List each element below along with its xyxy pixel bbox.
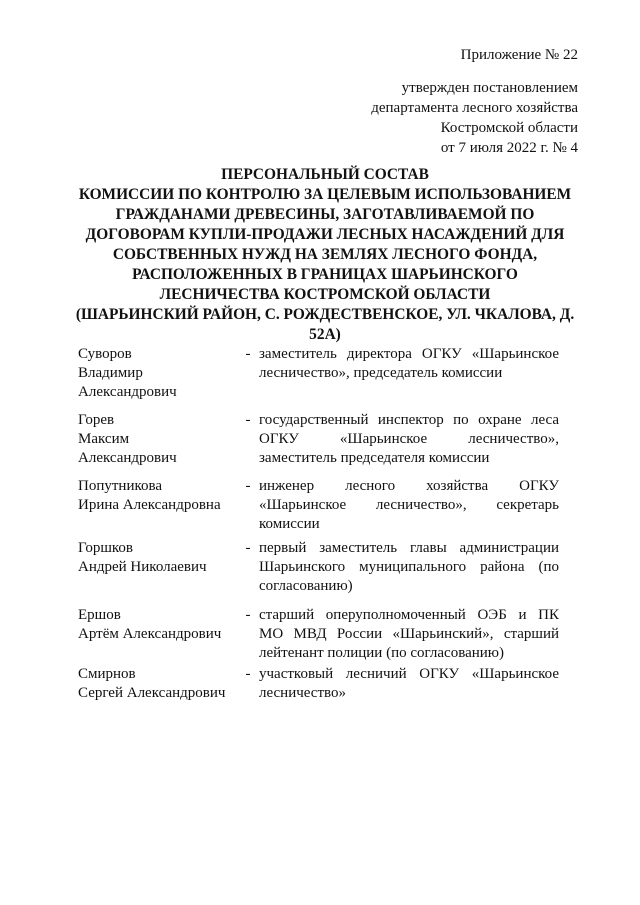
member-entry bbox=[78, 606, 560, 665]
member-entry bbox=[78, 345, 560, 411]
role-line: «Шарьинское лесничество», секретарь bbox=[259, 497, 559, 513]
role-line: лесничество», председатель комиссии bbox=[259, 365, 503, 381]
dash-separator: - bbox=[245, 540, 251, 556]
approval-line: департамента лесного хозяйства bbox=[371, 100, 578, 116]
members-list bbox=[78, 345, 560, 705]
title-line: (ШАРЬИНСКИЙ РАЙОН, С. РОЖДЕСТВЕНСКОЕ, УЛ. ЧКАЛОВА, Д. bbox=[75, 306, 575, 323]
role-line: первый заместитель главы администрации bbox=[259, 540, 559, 556]
member-role bbox=[259, 411, 559, 468]
title-line: ДОГОВОРАМ КУПЛИ-ПРОДАЖИ ЛЕСНЫХ НАСАЖДЕНИЙ ДЛЯ bbox=[85, 226, 565, 243]
title-line: ЛЕСНИЧЕСТВА КОСТРОМСКОЙ ОБЛАСТИ bbox=[159, 286, 491, 303]
member-entry bbox=[78, 477, 560, 539]
document-title bbox=[70, 165, 580, 345]
title-line: СОБСТВЕННЫХ НУЖД НА ЗЕМЛЯХ ЛЕСНОГО ФОНДА, bbox=[112, 246, 538, 263]
dash-separator: - bbox=[245, 666, 251, 682]
role-line: ОГКУ «Шарьинское лесничество», bbox=[259, 431, 559, 447]
name-line: Ершов bbox=[78, 607, 121, 623]
member-name bbox=[78, 606, 238, 644]
role-line: МО МВД России «Шарьинский», старший bbox=[259, 626, 559, 642]
role-line: заместитель председателя комиссии bbox=[259, 450, 490, 466]
member-name bbox=[78, 539, 238, 577]
name-line: Артём Александрович bbox=[78, 626, 222, 642]
role-line: лесничество» bbox=[259, 685, 346, 701]
member-entry bbox=[78, 539, 560, 606]
member-name bbox=[78, 411, 238, 468]
member-name bbox=[78, 665, 238, 703]
name-line: Смирнов bbox=[78, 666, 136, 682]
role-line: комиссии bbox=[259, 516, 320, 532]
name-line: Владимир bbox=[78, 365, 143, 381]
title-line: ПЕРСОНАЛЬНЫЙ СОСТАВ bbox=[221, 166, 429, 183]
member-role bbox=[259, 665, 559, 703]
title-line: ГРАЖДАНАМИ ДРЕВЕСИНЫ, ЗАГОТАВЛИВАЕМОЙ ПО bbox=[115, 206, 535, 223]
name-line: Сергей Александрович bbox=[78, 685, 226, 701]
approval-line: Костромской области bbox=[440, 120, 578, 136]
name-line: Александрович bbox=[78, 450, 177, 466]
dash-separator: - bbox=[245, 412, 251, 428]
member-entry bbox=[78, 411, 560, 477]
member-role bbox=[259, 477, 559, 534]
role-line: заместитель директора ОГКУ «Шарьинское bbox=[259, 346, 559, 362]
appendix-number: Приложение № 22 bbox=[460, 47, 578, 63]
role-line: участковый лесничий ОГКУ «Шарьинское bbox=[259, 666, 559, 682]
dash-separator: - bbox=[245, 346, 251, 362]
role-line: старший оперуполномоченный ОЭБ и ПК bbox=[259, 607, 559, 623]
role-line: инженер лесного хозяйства ОГКУ bbox=[259, 478, 559, 494]
role-line: лейтенант полиции (по согласованию) bbox=[259, 645, 504, 661]
role-line: государственный инспектор по охране леса bbox=[259, 412, 559, 428]
member-name bbox=[78, 345, 238, 402]
name-line: Ирина Александровна bbox=[78, 497, 221, 513]
approval-line: утвержден постановлением bbox=[401, 80, 578, 96]
name-line: Горев bbox=[78, 412, 115, 428]
member-entry bbox=[78, 665, 560, 705]
approval-line: от 7 июля 2022 г. № 4 bbox=[440, 140, 578, 156]
title-line: 52А) bbox=[309, 326, 341, 343]
title-line: РАСПОЛОЖЕННЫХ В ГРАНИЦАХ ШАРЬИНСКОГО bbox=[132, 266, 518, 283]
name-line: Максим bbox=[78, 431, 130, 447]
member-role bbox=[259, 606, 559, 663]
member-role bbox=[259, 539, 559, 596]
name-line: Горшков bbox=[78, 540, 134, 556]
name-line: Попутникова bbox=[78, 478, 163, 494]
name-line: Андрей Николаевич bbox=[78, 559, 207, 575]
dash-separator: - bbox=[245, 607, 251, 623]
role-line: согласованию) bbox=[259, 578, 353, 594]
approval-block bbox=[371, 78, 578, 158]
title-line: КОМИССИИ ПО КОНТРОЛЮ ЗА ЦЕЛЕВЫМ ИСПОЛЬЗОВАНИЕМ bbox=[78, 186, 572, 203]
role-line: Шарьинского муниципального района (по bbox=[259, 559, 559, 575]
name-line: Суворов bbox=[78, 346, 132, 362]
name-line: Александрович bbox=[78, 384, 177, 400]
dash-separator: - bbox=[245, 478, 251, 494]
member-role bbox=[259, 345, 559, 383]
member-name bbox=[78, 477, 238, 515]
